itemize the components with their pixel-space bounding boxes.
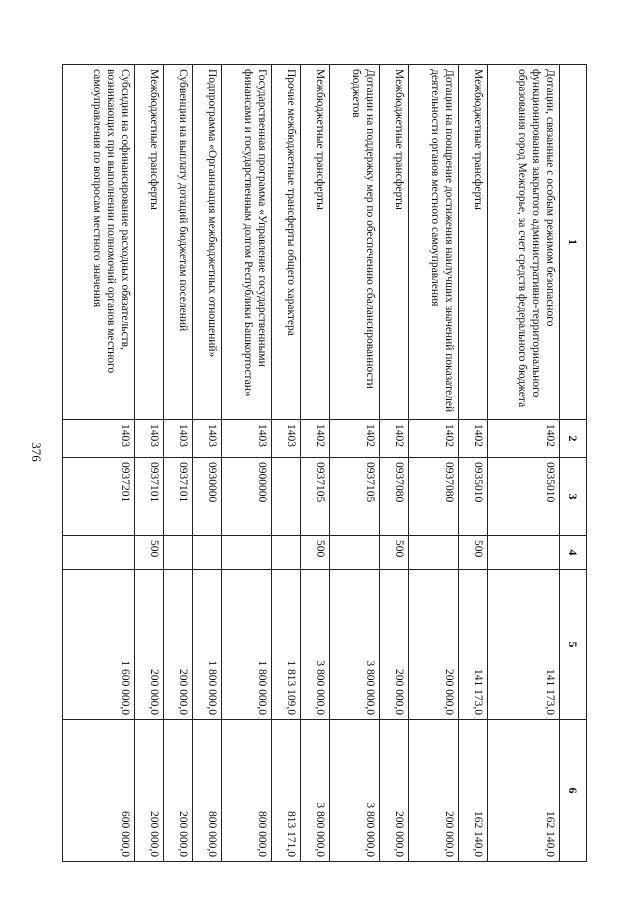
cell-c3: 0937105 (329, 458, 379, 536)
cell-c2: 1403 (163, 420, 192, 458)
budget-table-container (62, 64, 587, 861)
cell-c4: 500 (300, 536, 329, 570)
cell-c2: 1403 (221, 420, 271, 458)
cell-c5: 1 800 000,0 (192, 570, 221, 720)
cell-c3: 0937201 (63, 458, 135, 536)
cell-c4: 500 (134, 536, 163, 570)
cell-name: Подпрограмма «Организация межбюджетных отношений» (192, 65, 221, 420)
column-header: 1 (560, 65, 587, 420)
table-row (271, 65, 300, 862)
cell-c3: 0937080 (409, 458, 459, 536)
cell-c3: 0937080 (380, 458, 409, 536)
cell-c3: 0935010 (459, 458, 488, 536)
table-row (409, 65, 459, 862)
cell-c6: 200 000,0 (134, 720, 163, 862)
cell-c4 (271, 536, 300, 570)
cell-name: Межбюджетные трансферты (300, 65, 329, 420)
cell-c5: 141 173,0 (488, 570, 560, 720)
table-header-row (560, 65, 587, 862)
cell-c6: 162 140,0 (488, 720, 560, 862)
cell-c4 (329, 536, 379, 570)
column-header: 4 (560, 536, 587, 570)
cell-c2: 1403 (271, 420, 300, 458)
cell-c3: 0930000 (192, 458, 221, 536)
cell-c4 (221, 536, 271, 570)
cell-c4: 500 (459, 536, 488, 570)
table-row (163, 65, 192, 862)
cell-c6: 600 000,0 (63, 720, 135, 862)
table-row (380, 65, 409, 862)
cell-c5: 3 800 000,0 (329, 570, 379, 720)
table-row (63, 65, 135, 862)
cell-c6: 800 000,0 (221, 720, 271, 862)
cell-c6: 162 140,0 (459, 720, 488, 862)
table-row (488, 65, 560, 862)
table-row (329, 65, 379, 862)
cell-c5: 200 000,0 (409, 570, 459, 720)
cell-c4 (63, 536, 135, 570)
cell-c5: 200 000,0 (163, 570, 192, 720)
cell-c2: 1402 (380, 420, 409, 458)
cell-name: Межбюджетные трансферты (459, 65, 488, 420)
cell-c2: 1402 (409, 420, 459, 458)
cell-c4: 500 (380, 536, 409, 570)
cell-name: Субвенции на выплату дотаций бюджетам поселений (163, 65, 192, 420)
column-header: 5 (560, 570, 587, 720)
column-header: 6 (560, 720, 587, 862)
table-row (134, 65, 163, 862)
cell-c4 (409, 536, 459, 570)
cell-c3: 0935010 (488, 458, 560, 536)
column-header: 3 (560, 458, 587, 536)
cell-c4 (488, 536, 560, 570)
cell-name: Дотации, связанные с особым режимом безопасного функционирования закрытого административно-территориального образования город Межгорье, за счет средств федерального бюджета (488, 65, 560, 420)
cell-name: Субсидии на софинансирование расходных обязательств, возникающих при выполнении полномочий органов местного самоуправления по вопросам местного значения (63, 65, 135, 420)
cell-c6: 3 800 000,0 (329, 720, 379, 862)
cell-c5: 200 000,0 (134, 570, 163, 720)
cell-name: Прочие межбюджетные трансферты общего характера (271, 65, 300, 420)
cell-c2: 1403 (63, 420, 135, 458)
cell-c5: 1 600 000,0 (63, 570, 135, 720)
cell-c2: 1402 (300, 420, 329, 458)
cell-name: Межбюджетные трансферты (134, 65, 163, 420)
cell-c6: 813 171,0 (271, 720, 300, 862)
cell-c6: 200 000,0 (409, 720, 459, 862)
cell-c4 (163, 536, 192, 570)
cell-c3: 0900000 (221, 458, 271, 536)
cell-c2: 1402 (459, 420, 488, 458)
table-row (459, 65, 488, 862)
cell-c6: 200 000,0 (380, 720, 409, 862)
cell-c6: 3 800 000,0 (300, 720, 329, 862)
cell-c4 (192, 536, 221, 570)
cell-c5: 200 000,0 (380, 570, 409, 720)
cell-name: Дотации на поддержку мер по обеспечению сбалансированности бюджетов (329, 65, 379, 420)
cell-c5: 141 173,0 (459, 570, 488, 720)
cell-c3: 0937101 (163, 458, 192, 536)
table-row (221, 65, 271, 862)
cell-c3 (271, 458, 300, 536)
cell-c5: 3 800 000,0 (300, 570, 329, 720)
table-row (300, 65, 329, 862)
cell-c2: 1402 (488, 420, 560, 458)
cell-name: Межбюджетные трансферты (380, 65, 409, 420)
cell-c2: 1403 (134, 420, 163, 458)
cell-c2: 1402 (329, 420, 379, 458)
cell-name: Государственная программа «Управление государственными финансами и государственным долгом Республики Башкортостан» (221, 65, 271, 420)
cell-c6: 200 000,0 (163, 720, 192, 862)
budget-table (62, 64, 587, 862)
cell-c6: 800 000,0 (192, 720, 221, 862)
cell-c5: 1 813 109,0 (271, 570, 300, 720)
cell-name: Дотации на поощрение достижения наилучших значений показателей деятельности органов местного самоуправления (409, 65, 459, 420)
cell-c3: 0937101 (134, 458, 163, 536)
cell-c5: 1 800 000,0 (221, 570, 271, 720)
table-row (192, 65, 221, 862)
column-header: 2 (560, 420, 587, 458)
cell-c3: 0937105 (300, 458, 329, 536)
page-number: 376 (29, 442, 44, 462)
cell-c2: 1403 (192, 420, 221, 458)
